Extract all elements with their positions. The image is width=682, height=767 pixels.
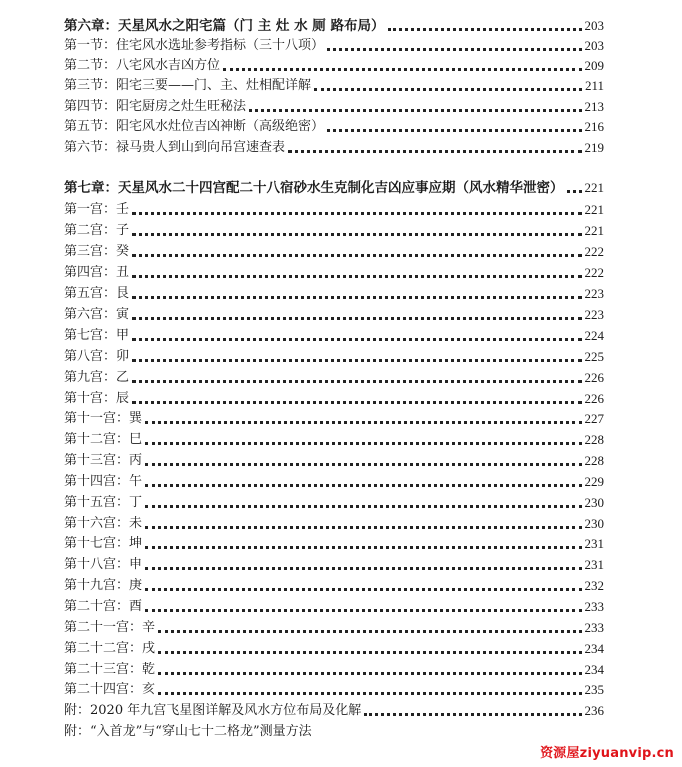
toc-entry-title: 第六章：天星风水之阳宅篇（门 主 灶 水 厕 路布局） [64,18,385,34]
toc-page-number: 232 [584,578,604,593]
toc-entry-title: 第四宫：丑 [64,265,130,280]
toc-entry-line [64,34,604,54]
toc-entry-title: 第十一宫：巽 [64,411,143,426]
dot-leader [327,125,581,132]
toc-entry-title: 第二宫：子 [64,223,130,238]
toc-page-number: 228 [584,432,604,447]
toc-entry-title: 第八宫：卯 [64,349,130,364]
toc-entry-title: 第十二宫：巳 [64,432,143,447]
toc-entry-title: 第二节：八宅风水吉凶方位 [64,58,221,73]
toc-page-number: 230 [584,495,604,510]
toc-entry-line [64,282,604,302]
toc-entry-line [64,532,604,552]
toc-entry-title: 第六节：禄马贵人到山到向吊宫速查表 [64,140,286,155]
toc-page-number: 230 [584,516,604,531]
dot-leader [145,584,581,591]
toc-entry-title: 第一宫：壬 [64,202,130,217]
dot-leader [145,417,581,424]
toc-entry-title: 附：“入首龙”与“穿山七十二格龙”测量方法 [64,724,312,739]
toc-entry-title: 第三宫：癸 [64,244,130,259]
toc-entry-line [64,720,604,740]
toc-entry-title: 第十三宫：丙 [64,453,143,468]
toc-page-number: 216 [584,119,604,134]
watermark: 资源屋ziyuanvip.cn [540,746,674,761]
toc-entry-title: 第二十四宫：亥 [64,682,156,697]
toc-page-number: 231 [584,536,604,551]
dot-leader [145,480,581,487]
toc-page-number: 221 [584,223,604,238]
dot-leader [145,522,581,529]
toc-entry-line [64,303,604,323]
toc-entry-title: 第六宫：寅 [64,307,130,322]
dot-leader [145,563,581,570]
dot-leader [314,84,582,91]
dot-leader [132,208,581,215]
toc-entry-title: 第九宫：乙 [64,370,130,385]
toc-page-number: 228 [584,453,604,468]
toc-page-number: 226 [584,391,604,406]
toc-entry-line [64,261,604,281]
toc-page-number: 236 [584,703,604,718]
dot-leader [132,334,581,341]
toc-entry-line [64,136,604,156]
toc-entry-line [64,198,604,218]
dot-leader [158,647,581,654]
toc-page-number: 222 [584,265,604,280]
dot-leader [145,605,581,612]
toc-entry-title: 第四节：阳宅厨房之灶生旺秘法 [64,99,247,114]
toc-entry-title: 第三节：阳宅三要——门、主、灶相配详解 [64,78,312,93]
toc-entry-line [64,366,604,386]
toc-page-number: 222 [584,244,604,259]
toc-page-number: 235 [584,682,604,697]
toc-page-number: 223 [584,307,604,322]
toc-entry-line [64,74,604,94]
toc-entry-line [64,678,604,698]
toc-page-number: 203 [584,38,604,53]
toc-entry-title: 第十八宫：申 [64,557,143,572]
dot-leader [132,355,581,362]
toc-page-number: 226 [584,370,604,385]
dot-leader [132,292,581,299]
toc-entry-title: 第十四宫：午 [64,474,143,489]
toc-page-number: 224 [584,328,604,343]
toc-entry-line [64,407,604,427]
dot-leader [567,186,582,193]
toc-entry-line [64,616,604,636]
toc-entry-line [64,54,604,74]
toc-page-number: 203 [584,18,604,33]
toc-page-number: 229 [584,474,604,489]
toc-entry-title: 第十六宫：未 [64,516,143,531]
toc-entry-line [64,95,604,115]
toc-entry-line [64,470,604,490]
toc-entry-title: 第七宫：甲 [64,328,130,343]
toc-entry-title: 第七章：天星风水二十四宫配二十八宿砂水生克制化吉凶应事应期（风水精华泄密） [64,180,564,196]
toc-entry-title: 附：2020 年九宫飞星图详解及风水方位布局及化解 [64,703,362,718]
toc-entry-line [64,491,604,511]
dot-leader [145,542,581,549]
toc-entry-line [64,345,604,365]
dot-leader [249,105,581,112]
toc-entry-title: 第一节：住宅风水选址参考指标（三十八项） [64,38,325,53]
toc-entry-line [64,449,604,469]
dot-leader [388,24,582,31]
toc-entry-line [64,595,604,615]
toc-entry-line [64,387,604,407]
toc-entry-title: 第二十二宫：戌 [64,641,156,656]
toc-chapter-line [64,176,604,196]
dot-leader [145,438,581,445]
dot-leader [364,709,581,716]
toc-entry-title: 第二十宫：酉 [64,599,143,614]
toc-chapter-line [64,14,604,34]
dot-leader [132,397,581,404]
dot-leader [223,64,581,71]
toc-entry-line [64,699,604,719]
dot-leader [158,668,581,675]
dot-leader [132,313,581,320]
toc-page-number: 227 [584,411,604,426]
toc-page-number: 233 [584,599,604,614]
dot-leader [145,459,581,466]
dot-leader [132,376,581,383]
toc-entry-title: 第十宫：辰 [64,391,130,406]
toc-entry-title: 第十九宫：庚 [64,578,143,593]
toc-entry-line [64,428,604,448]
toc-page-number: 209 [584,58,604,73]
toc-entry-title: 第十五宫：丁 [64,495,143,510]
toc-page-number: 231 [584,557,604,572]
toc-page-number: 221 [584,202,604,217]
toc-page-number: 234 [584,662,604,677]
dot-leader [132,271,581,278]
dot-leader [145,501,581,508]
toc-entry-title: 第二十一宫：辛 [64,620,156,635]
dot-leader [158,626,581,633]
toc-entry-line [64,115,604,135]
toc-entry-title: 第十七宫：坤 [64,536,143,551]
toc-page-number: 223 [584,286,604,301]
dot-leader [132,229,581,236]
toc-page-number: 221 [584,180,604,195]
toc-entry-line [64,658,604,678]
toc-page-number: 233 [584,620,604,635]
toc-entry-title: 第二十三宫：乾 [64,662,156,677]
toc-entry-line [64,637,604,657]
toc-entry-title: 第五节：阳宅风水灶位吉凶神断（高级绝密） [64,119,325,134]
toc-entry-title: 第五宫：艮 [64,286,130,301]
toc-entry-line [64,324,604,344]
toc-entry-line [64,240,604,260]
toc-page-number: 219 [584,140,604,155]
toc-page-number: 225 [584,349,604,364]
toc-entry-line [64,574,604,594]
dot-leader [158,688,581,695]
toc-entry-line [64,553,604,573]
dot-leader [327,44,581,51]
toc-entry-line [64,512,604,532]
dot-leader [288,146,581,153]
toc-page-number: 213 [584,99,604,114]
toc-page-number: 211 [584,78,604,93]
toc-entry-line [64,219,604,239]
toc-page-number: 234 [584,641,604,656]
dot-leader [132,250,581,257]
